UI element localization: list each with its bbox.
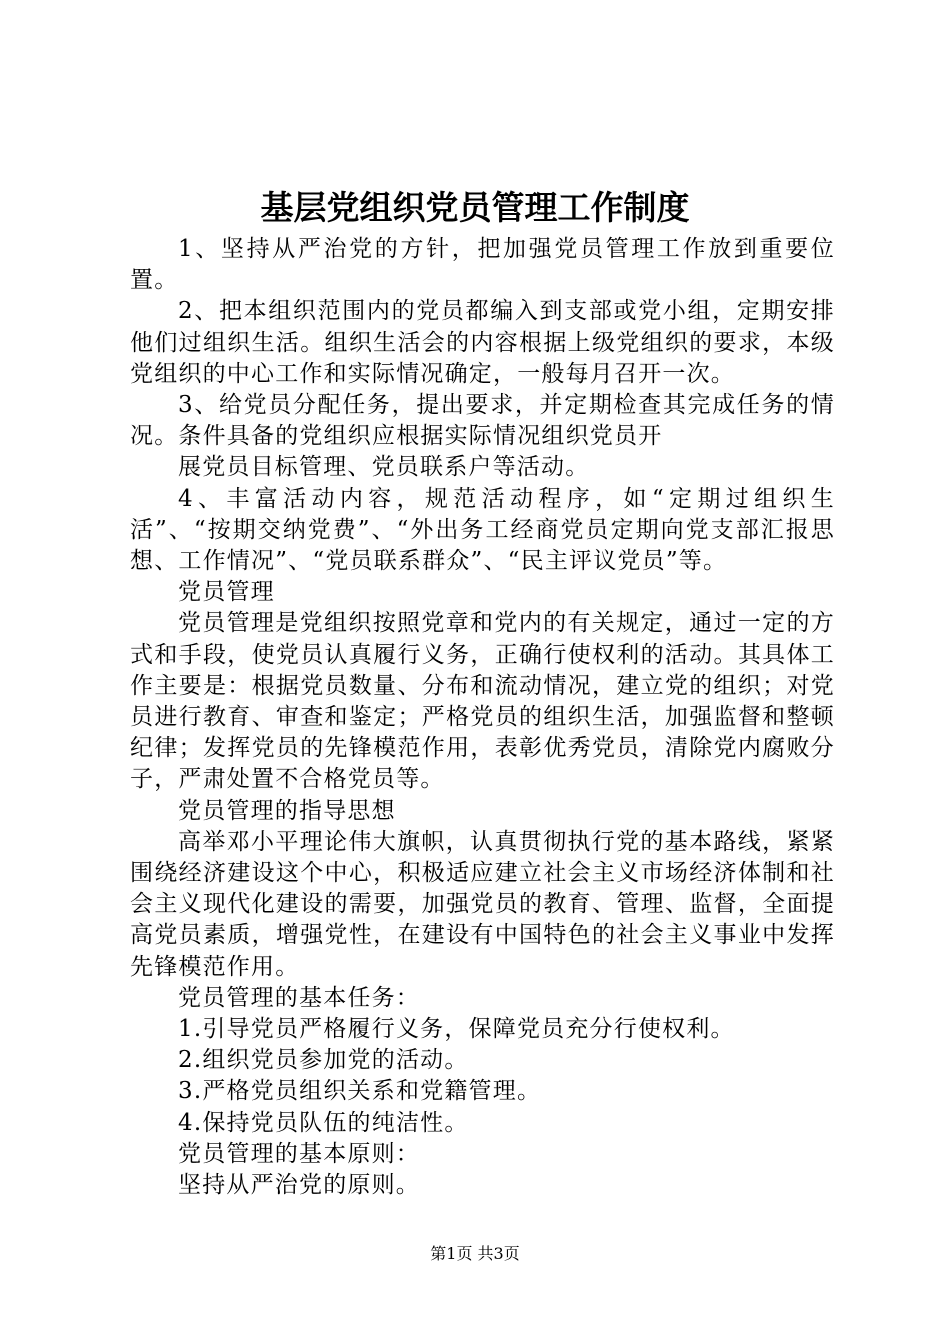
list-item: 1.引导党员严格履行义务，保障党员充分行使权利。 (178, 1016, 735, 1043)
page-total: 共3页 (477, 1244, 520, 1263)
section-heading: 党员管理的基本原则： (178, 1140, 420, 1167)
list-item: 4.保持党员队伍的纯洁性。 (178, 1109, 469, 1136)
section-heading: 党员管理 (178, 579, 275, 606)
section-heading: 党员管理的基本任务： (178, 984, 420, 1011)
paragraph: 高举邓小平理论伟大旗帜，认真贯彻执行党的基本路线，紧紧围绕经济建设这个中心，积极适应建立社会主义市场经济体制和社会主义现代化建设的需要，加强党员的教育、管理、监督，全面提高党员素质，增强党性，在建设有中国特色的社会主义事业中发挥先锋模范作用。 (130, 828, 835, 980)
list-item: 3.严格党员组织关系和党籍管理。 (178, 1078, 542, 1105)
paragraph: 1、坚持从严治党的方针，把加强党员管理工作放到重要位置。 (130, 236, 835, 294)
document-body (130, 234, 835, 1201)
paragraph: 党员管理是党组织按照党章和党内的有关规定，通过一定的方式和手段，使党员认真履行义务，正确行使权利的活动。其具体工作主要是：根据党员数量、分布和流动情况，建立党的组织；对党员进行教育、审查和鉴定；严格党员的组织生活，加强监督和整顿纪律；发挥党员的先锋模范作用，表彰优秀党员，清除党内腐败分子，严肃处置不合格党员等。 (130, 610, 835, 793)
list-item: 2.组织党员参加党的活动。 (178, 1047, 469, 1074)
document-title: 基层党组织党员管理工作制度 (260, 188, 690, 227)
page-footer (0, 1241, 950, 1267)
page-number: 第1页 (430, 1244, 473, 1263)
paragraph: 2、把本组织范围内的党员都编入到支部或党小组，定期安排他们过组织生活。组织生活会的内容根据上级党组织的要求，本级党组织的中心工作和实际情况确定，一般每月召开一次。 (130, 298, 835, 387)
paragraph: 3、给党员分配任务，提出要求，并定期检查其完成任务的情况。条件具备的党组织应根据实际情况组织党员开 (130, 392, 835, 450)
paragraph: 4、丰富活动内容，规范活动程序，如“定期过组织生活”、“按期交纳党费”、“外出务工经商党员定期向党支部汇报思想、工作情况”、“党员联系群众”、“民主评议党员”等。 (130, 485, 835, 575)
paragraph: 展党员目标管理、党员联系户等活动。 (178, 454, 590, 481)
section-heading: 党员管理的指导思想 (178, 797, 396, 824)
paragraph: 坚持从严治党的原则。 (178, 1172, 420, 1199)
